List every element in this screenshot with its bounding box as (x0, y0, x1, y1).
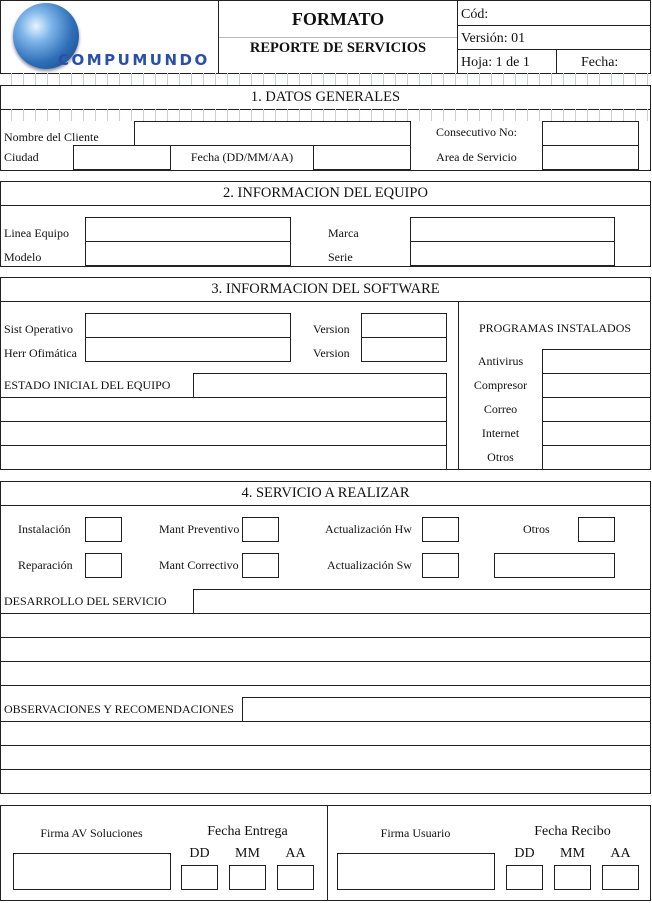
section-title: 3. INFORMACION DEL SOFTWARE (0, 277, 651, 302)
initial-state-line[interactable] (0, 445, 447, 470)
label: Fecha (DD/MM/AA) (190, 150, 294, 164)
development-line[interactable] (0, 637, 651, 662)
antivirus-field[interactable] (542, 349, 651, 374)
label: AA (285, 846, 306, 861)
hoja-label: Hoja: 1 de 1 (461, 55, 530, 70)
observations-line[interactable] (0, 745, 651, 770)
receipt-day-field[interactable] (506, 865, 543, 890)
model-field[interactable] (85, 241, 291, 266)
version-label: Versión: 01 (461, 31, 526, 46)
service-area-field[interactable] (542, 145, 639, 170)
installation-checkbox[interactable] (85, 517, 122, 542)
label: Herr Ofimática (4, 346, 77, 360)
preventive-checkbox[interactable] (242, 517, 279, 542)
divider (556, 49, 557, 73)
divider (457, 0, 458, 73)
internet-field[interactable] (542, 421, 651, 446)
initial-state-line[interactable] (0, 397, 447, 422)
equipment-line-field[interactable] (85, 217, 291, 242)
form-subtitle: REPORTE DE SERVICIOS (249, 40, 427, 56)
initial-state-line[interactable] (0, 421, 447, 446)
installed-programs-title: PROGRAMAS INSTALADOS (478, 321, 632, 335)
hw-update-checkbox[interactable] (422, 517, 459, 542)
other-description-field[interactable] (494, 553, 615, 578)
development-line[interactable] (0, 661, 651, 686)
label: DD (514, 846, 535, 861)
label: MM (235, 846, 260, 861)
label: Otros (487, 450, 514, 464)
fecha-label: Fecha: (581, 55, 619, 70)
corrective-checkbox[interactable] (242, 553, 279, 578)
label: Fecha Entrega (207, 824, 288, 839)
divider (457, 49, 651, 50)
form-title: FORMATO (291, 9, 385, 29)
label: MM (560, 846, 585, 861)
delivery-year-field[interactable] (277, 865, 314, 890)
label: OBSERVACIONES Y RECOMENDACIONES (4, 702, 234, 716)
consecutive-field[interactable] (542, 121, 639, 146)
label: Internet (481, 426, 520, 440)
label: Firma Usuario (380, 826, 451, 840)
development-line[interactable] (0, 613, 651, 638)
serial-field[interactable] (410, 241, 615, 266)
label: Actualización Hw (325, 522, 412, 536)
divider (219, 37, 457, 38)
label: Reparación (18, 558, 73, 572)
observations-line[interactable] (0, 721, 651, 746)
os-version-field[interactable] (361, 313, 447, 338)
label: Otros (523, 522, 550, 536)
label: DD (189, 846, 210, 861)
service-development-field[interactable] (193, 589, 651, 614)
label: Ciudad (4, 150, 39, 164)
label: Area de Servicio (436, 150, 517, 164)
os-field[interactable] (85, 313, 291, 338)
office-field[interactable] (85, 337, 291, 362)
observations-line[interactable] (0, 769, 651, 794)
section-title: 1. DATOS GENERALES (0, 85, 651, 110)
label: Mant Correctivo (159, 558, 239, 572)
label: Actualización Sw (327, 558, 412, 572)
divider (327, 805, 328, 900)
initial-state-field[interactable] (193, 373, 447, 398)
compressor-field[interactable] (542, 373, 651, 398)
receipt-year-field[interactable] (602, 865, 639, 890)
label: Nombre del Cliente (4, 130, 99, 144)
label: Version (313, 346, 350, 360)
sw-update-checkbox[interactable] (422, 553, 459, 578)
cod-label: Cód: (461, 7, 489, 22)
email-client-field[interactable] (542, 397, 651, 422)
divider (457, 25, 651, 26)
label: Correo (483, 402, 518, 416)
label: Consecutivo No: (436, 125, 517, 139)
label: Version (313, 322, 350, 336)
office-version-field[interactable] (361, 337, 447, 362)
provider-signature-field[interactable] (13, 853, 171, 890)
city-field[interactable] (73, 145, 171, 170)
section-title: 2. INFORMACION DEL EQUIPO (0, 181, 651, 206)
user-signature-field[interactable] (337, 853, 495, 890)
label: Instalación (18, 522, 71, 536)
client-name-field[interactable] (134, 121, 411, 146)
label: Linea Equipo (4, 226, 69, 240)
other-programs-field[interactable] (542, 445, 651, 470)
section-title: 4. SERVICIO A REALIZAR (0, 481, 651, 506)
logo (8, 3, 208, 71)
label: DESARROLLO DEL SERVICIO (4, 594, 167, 608)
delivery-month-field[interactable] (229, 865, 266, 890)
label: Modelo (4, 250, 42, 264)
label: Antivirus (477, 354, 524, 368)
label: Mant Preventivo (159, 522, 240, 536)
label: AA (610, 846, 631, 861)
delivery-day-field[interactable] (181, 865, 218, 890)
label: ESTADO INICIAL DEL EQUIPO (4, 378, 171, 392)
brand-field[interactable] (410, 217, 615, 242)
gridlines (0, 73, 651, 85)
gridlines (0, 109, 651, 121)
label: Marca (328, 226, 359, 240)
label: Compresor (473, 378, 528, 392)
label: Serie (328, 250, 353, 264)
date-field[interactable] (313, 145, 411, 170)
repair-checkbox[interactable] (85, 553, 122, 578)
receipt-month-field[interactable] (554, 865, 591, 890)
label: Fecha Recibo (534, 824, 611, 839)
label: Firma AV Soluciones (40, 826, 143, 840)
label: Sist Operativo (4, 322, 73, 336)
other-checkbox[interactable] (578, 517, 615, 542)
observations-field[interactable] (242, 697, 651, 722)
logo-text: COMPUMUNDO (58, 51, 210, 69)
